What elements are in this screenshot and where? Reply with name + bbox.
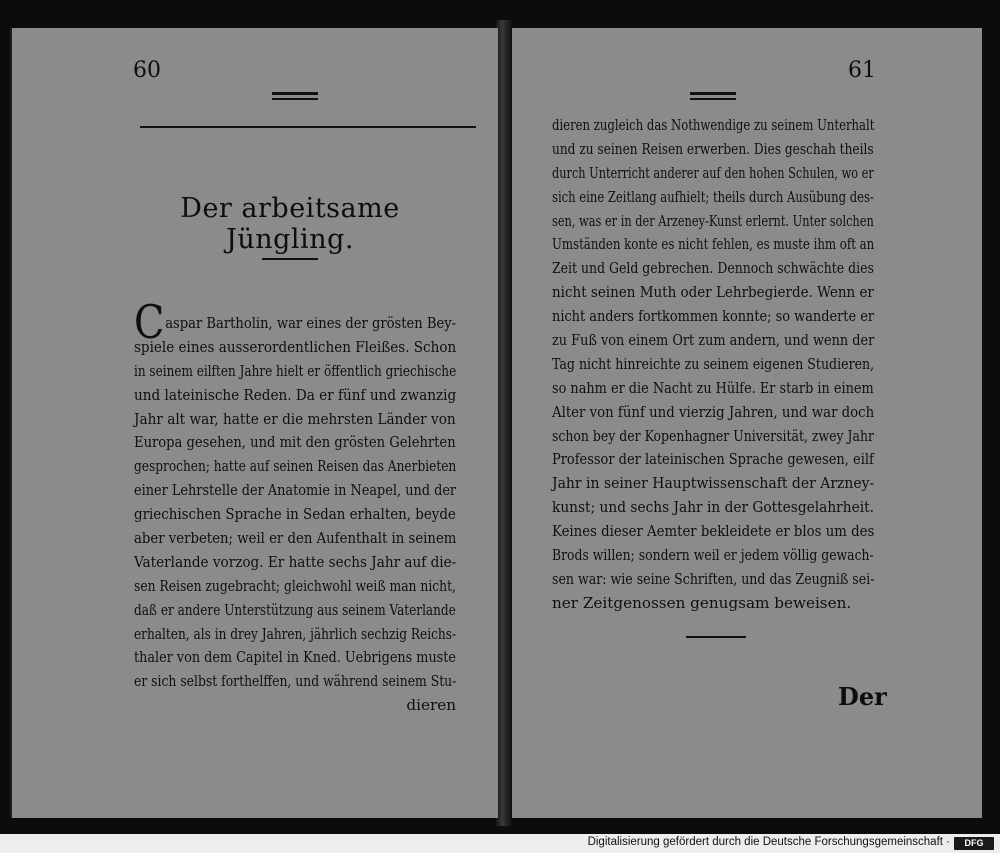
text-line: durch Unterricht anderer auf den hohen Schulen, wo er [552,163,874,182]
text-line: daß er andere Unterstützung aus seinem Vaterlande [134,600,456,619]
text-line: zu Fuß von einem Ort zum andern, und wenn der [552,331,875,350]
text-line: Professor der lateinischen Sprache gewesen, eilf [552,450,874,469]
right-body-text [552,114,874,616]
text-line: Brods willen; sondern weil er jedem völlig gewach- [552,546,874,565]
text-line: Umständen konte es nicht fehlen, es muste ihm oft an [552,235,875,254]
text-line: sen war: wie seine Schriften, und das Zeugniß sei- [552,569,875,588]
drop-cap: C [134,294,165,349]
text-line: griechischen Sprache in Sedan erhalten, beyde [134,505,456,524]
text-line: nicht seinen Muth oder Lehrbegierde. Wenn er [552,283,874,302]
text-line: aber verbeten; weil er den Aufenthalt in seinem [134,529,457,548]
text-line: er sich selbst forthelffen, und während seinem Stu- [134,672,457,691]
title-divider [262,258,318,260]
text-line: sen Reisen zugebracht; gleichwohl weiß man nicht, [134,576,456,595]
right-catchword: Der [838,682,887,711]
text-line: gesprochen; hatte auf seinen Reisen das Anerbieten [134,457,457,476]
end-divider [686,636,746,638]
text-line: Tag nicht hinreichte zu seinem eigenen Studieren, [552,354,875,373]
text-line: Vaterlande vorzog. Er hatte sechs Jahr auf die- [134,552,457,571]
book-gutter [496,20,512,826]
text-line: thaler von dem Capitel in Kned. Uebrigens muste [134,648,456,667]
left-header-rule [140,126,476,128]
text-line: spiele eines ausserordentlichen Fleißes. Schon [134,337,457,356]
text-line: Jahr in seiner Hauptwissenschaft der Arzney- [552,474,875,493]
text-line: sen, was er in der Arzeney-Kunst erlernt. Unter solchen [552,211,874,230]
text-line: kunst; und sechs Jahr in der Gottesgelahrheit. [552,498,874,517]
text-line: schon bey der Kopenhagner Universität, zwey Jahr [552,426,874,445]
text-line: und lateinische Reden. Da er fünf und zwanzig [134,385,457,404]
left-page-number: 60 [133,58,161,83]
text-line: einer Lehrstelle der Anatomie in Neapel, und der [134,481,457,500]
right-header-ornament [690,92,736,95]
chapter-title: Der arbeitsame Jüngling. [180,193,400,255]
text-line: Zeit und Geld gebrechen. Dennoch schwächte dies [552,259,874,278]
text-line: und zu seinen Reisen erwerben. Dies geschah theils [552,139,874,158]
right-page-number: 61 [848,58,876,83]
funding-note: Digitalisierung gefördert durch die Deutsche Forschungsgemeinschaft · [587,836,950,848]
text-line: sich eine Zeitlang aufhielt; theils durch Ausübung des- [552,187,874,206]
text-line: nicht anders fortkommen konnte; so wanderte er [552,307,875,326]
left-catchword: dieren [406,696,456,715]
text-line: Keines dieser Aemter bekleidete er blos um des [552,522,875,541]
text-line: Alter von fünf und vierzig Jahren, und war doch [552,402,875,421]
footer-bar [0,834,1000,853]
text-line: so nahm er die Nacht zu Hülfe. Er starb in einem [552,378,874,397]
text-line: Europa gesehen, und mit den grösten Gelehrten [134,433,456,452]
text-line: dieren zugleich das Nothwendige zu seinem Unterhalt [552,116,875,134]
text-line: in seinem eilften Jahre hielt er öffentlich griechische [134,361,457,380]
text-line: ner Zeitgenossen genugsam beweisen. [552,593,852,612]
left-first-line-text: aspar Bartholin, war eines der grösten Bey- [165,313,457,332]
text-line: erhalten, als in drey Jahren, jährlich sechzig Reichs- [134,624,457,643]
dfg-logo: DFG [954,837,994,850]
text-line: Jahr alt war, hatte er die mehrsten Länder von [134,409,456,428]
left-body-text [134,294,457,718]
left-header-ornament [272,92,318,95]
